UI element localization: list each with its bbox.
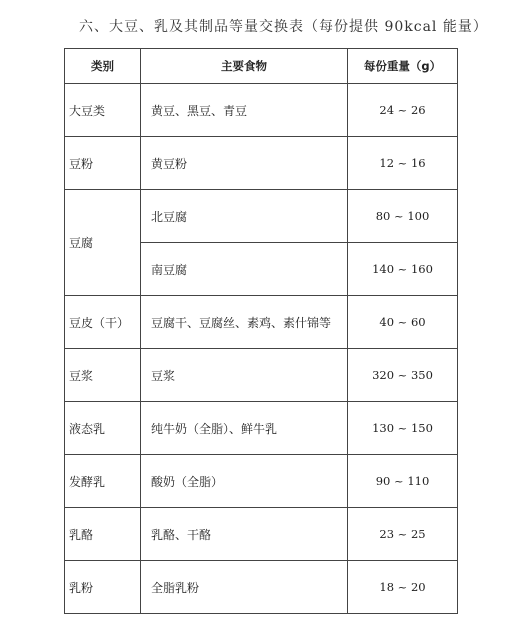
header-category: 类别 xyxy=(65,49,141,84)
exchange-table xyxy=(64,48,458,614)
food-cell: 黄豆、黑豆、青豆 xyxy=(141,84,348,137)
weight-cell: 24 ~ 26 xyxy=(348,84,458,137)
food-cell: 南豆腐 xyxy=(141,243,348,296)
table-row xyxy=(65,84,458,137)
category-cell: 大豆类 xyxy=(65,84,141,137)
weight-cell: 90 ~ 110 xyxy=(348,455,458,508)
category-cell: 豆浆 xyxy=(65,349,141,402)
food-cell: 酸奶（全脂） xyxy=(141,455,348,508)
weight-cell: 130 ~ 150 xyxy=(348,402,458,455)
weight-cell: 18 ~ 20 xyxy=(348,561,458,614)
weight-cell: 40 ~ 60 xyxy=(348,296,458,349)
table-row xyxy=(65,455,458,508)
food-cell: 豆浆 xyxy=(141,349,348,402)
category-cell: 发酵乳 xyxy=(65,455,141,508)
food-cell: 纯牛奶（全脂）、鲜牛乳 xyxy=(141,402,348,455)
table-header-row xyxy=(65,49,458,84)
category-cell: 乳粉 xyxy=(65,561,141,614)
table-row xyxy=(65,137,458,190)
weight-cell: 80 ~ 100 xyxy=(348,190,458,243)
table-row xyxy=(65,402,458,455)
table-row xyxy=(65,296,458,349)
category-cell: 豆粉 xyxy=(65,137,141,190)
weight-cell: 320 ~ 350 xyxy=(348,349,458,402)
weight-cell: 12 ~ 16 xyxy=(348,137,458,190)
food-cell: 全脂乳粉 xyxy=(141,561,348,614)
table-row xyxy=(65,561,458,614)
category-cell: 豆皮（干） xyxy=(65,296,141,349)
category-cell: 液态乳 xyxy=(65,402,141,455)
weight-cell: 140 ~ 160 xyxy=(348,243,458,296)
weight-cell: 23 ~ 25 xyxy=(348,508,458,561)
category-cell: 豆腐 xyxy=(65,190,141,296)
food-cell: 豆腐干、豆腐丝、素鸡、素什锦等 xyxy=(141,296,348,349)
table-row xyxy=(65,508,458,561)
table-row xyxy=(65,349,458,402)
header-weight: 每份重量（g） xyxy=(348,49,458,84)
food-cell: 北豆腐 xyxy=(141,190,348,243)
category-cell: 乳酪 xyxy=(65,508,141,561)
food-cell: 黄豆粉 xyxy=(141,137,348,190)
food-cell: 乳酪、干酪 xyxy=(141,508,348,561)
page-title: 六、大豆、乳及其制品等量交换表（每份提供 90kcal 能量） xyxy=(79,19,488,35)
table-row xyxy=(65,190,458,243)
header-food: 主要食物 xyxy=(141,49,348,84)
